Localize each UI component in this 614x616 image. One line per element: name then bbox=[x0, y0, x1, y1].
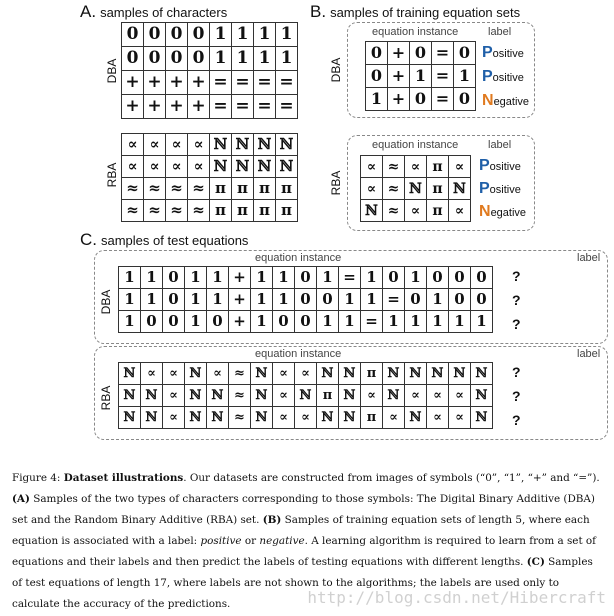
symbol-cell: ℕ bbox=[254, 134, 276, 156]
section-b-dba-header-instance: equation instance bbox=[372, 26, 459, 38]
symbol-cell: 1 bbox=[254, 23, 276, 47]
grid-row bbox=[122, 23, 298, 47]
label-rest: egative bbox=[490, 207, 527, 219]
section-c-dba-label: DBA bbox=[99, 289, 113, 315]
symbol-cell: ℕ bbox=[207, 385, 229, 407]
symbol-cell: ∝ bbox=[166, 134, 188, 156]
symbol-cell: ℕ bbox=[339, 407, 361, 429]
symbol-cell: 1 bbox=[207, 289, 229, 311]
symbol-cell: 0 bbox=[471, 267, 493, 289]
symbol-cell: ≈ bbox=[166, 200, 188, 222]
symbol-cell: 1 bbox=[361, 267, 383, 289]
grid-row bbox=[122, 134, 298, 156]
symbol-cell: = bbox=[432, 42, 454, 65]
symbol-cell: ℕ bbox=[254, 156, 276, 178]
symbol-cell: ℕ bbox=[232, 156, 254, 178]
symbol-cell: ℕ bbox=[232, 134, 254, 156]
symbol-cell: 1 bbox=[427, 311, 449, 333]
symbol-cell: + bbox=[229, 267, 251, 289]
symbol-cell: 0 bbox=[471, 289, 493, 311]
symbol-cell: 0 bbox=[188, 23, 210, 47]
grid-row bbox=[119, 311, 493, 333]
symbol-cell: 1 bbox=[410, 65, 432, 88]
symbol-cell: = bbox=[210, 95, 232, 119]
section-c-rba-header-instance: equation instance bbox=[255, 348, 342, 360]
symbol-cell: + bbox=[188, 95, 210, 119]
symbol-cell: 0 bbox=[405, 289, 427, 311]
symbol-cell: 1 bbox=[449, 311, 471, 333]
symbol-cell: + bbox=[144, 95, 166, 119]
symbol-cell: ≈ bbox=[229, 385, 251, 407]
symbol-cell: ≈ bbox=[188, 200, 210, 222]
symbol-cell: = bbox=[232, 71, 254, 95]
symbol-cell: 0 bbox=[410, 42, 432, 65]
train-label bbox=[479, 203, 526, 221]
symbol-cell: = bbox=[276, 71, 298, 95]
symbol-cell: 1 bbox=[254, 47, 276, 71]
symbol-cell: 0 bbox=[144, 47, 166, 71]
symbol-cell: ∝ bbox=[405, 200, 427, 222]
symbol-cell: 1 bbox=[383, 311, 405, 333]
symbol-cell: ∝ bbox=[383, 407, 405, 429]
symbol-cell: ℕ bbox=[251, 385, 273, 407]
train-label bbox=[479, 157, 521, 175]
symbol-cell: ∝ bbox=[427, 407, 449, 429]
symbol-cell: 0 bbox=[449, 267, 471, 289]
symbol-cell: + bbox=[188, 71, 210, 95]
symbol-cell: 1 bbox=[339, 289, 361, 311]
train-label bbox=[479, 180, 521, 198]
symbol-cell: 1 bbox=[210, 47, 232, 71]
train-label bbox=[482, 44, 524, 62]
grid-row bbox=[122, 156, 298, 178]
symbol-cell: 1 bbox=[273, 289, 295, 311]
symbol-cell: 1 bbox=[405, 267, 427, 289]
unknown-label-mark: ? bbox=[512, 412, 521, 428]
symbol-cell: 1 bbox=[119, 267, 141, 289]
symbol-cell: π bbox=[210, 178, 232, 200]
symbol-cell: 0 bbox=[295, 267, 317, 289]
symbol-cell: ≈ bbox=[188, 178, 210, 200]
label-rest: ositive bbox=[492, 48, 524, 60]
label-initial: P bbox=[482, 68, 493, 85]
symbol-cell: ≈ bbox=[229, 407, 251, 429]
symbol-cell: ℕ bbox=[449, 178, 471, 200]
symbol-cell: ∝ bbox=[122, 134, 144, 156]
section-b-title: B. samples of training equation sets bbox=[310, 2, 521, 21]
symbol-cell: 1 bbox=[251, 289, 273, 311]
symbol-cell: + bbox=[144, 71, 166, 95]
unknown-label-mark: ? bbox=[512, 388, 521, 404]
symbol-cell: = bbox=[432, 88, 454, 111]
label-initial: N bbox=[482, 92, 494, 109]
symbol-cell: π bbox=[254, 200, 276, 222]
unknown-label-mark: ? bbox=[512, 364, 521, 380]
symbol-cell: ∝ bbox=[273, 407, 295, 429]
symbol-cell: 0 bbox=[163, 311, 185, 333]
symbol-cell: = bbox=[254, 71, 276, 95]
symbol-cell: ℕ bbox=[141, 385, 163, 407]
symbol-cell: ≈ bbox=[383, 156, 405, 178]
symbol-cell: 0 bbox=[166, 23, 188, 47]
symbol-cell: ℕ bbox=[185, 363, 207, 385]
symbol-cell: π bbox=[361, 363, 383, 385]
symbol-cell: 0 bbox=[144, 23, 166, 47]
symbol-cell: 1 bbox=[273, 267, 295, 289]
symbol-cell: 0 bbox=[207, 311, 229, 333]
symbol-cell: 1 bbox=[185, 311, 207, 333]
section-a-dba-grid bbox=[121, 22, 298, 119]
symbol-cell: 1 bbox=[210, 23, 232, 47]
label-initial: P bbox=[482, 44, 493, 61]
section-b-dba-header-label: label bbox=[488, 26, 512, 38]
symbol-cell: π bbox=[232, 178, 254, 200]
symbol-cell: 1 bbox=[232, 47, 254, 71]
symbol-cell: ∝ bbox=[427, 385, 449, 407]
section-c-dba-header-instance: equation instance bbox=[255, 252, 342, 264]
symbol-cell: π bbox=[427, 156, 449, 178]
symbol-cell: ≈ bbox=[122, 178, 144, 200]
symbol-cell: ℕ bbox=[210, 156, 232, 178]
symbol-cell: 1 bbox=[427, 289, 449, 311]
symbol-cell: 1 bbox=[141, 267, 163, 289]
symbol-cell: ℕ bbox=[449, 363, 471, 385]
symbol-cell: = bbox=[232, 95, 254, 119]
symbol-cell: 0 bbox=[383, 267, 405, 289]
symbol-cell: ℕ bbox=[317, 407, 339, 429]
symbol-cell: 1 bbox=[185, 289, 207, 311]
symbol-cell: ∝ bbox=[449, 407, 471, 429]
section-b-rba-header-instance: equation instance bbox=[372, 139, 459, 151]
symbol-cell: ∝ bbox=[405, 385, 427, 407]
label-rest: ositive bbox=[492, 72, 524, 84]
symbol-cell: 1 bbox=[119, 289, 141, 311]
symbol-cell: 0 bbox=[295, 289, 317, 311]
symbol-cell: = bbox=[383, 289, 405, 311]
symbol-cell: ℕ bbox=[251, 407, 273, 429]
symbol-cell: 0 bbox=[295, 311, 317, 333]
symbol-cell: ∝ bbox=[273, 385, 295, 407]
section-b-rba-label: RBA bbox=[329, 170, 343, 196]
figure-caption: Figure 4: Dataset illustrations. Our datasets are constructed from images of symbols (“0”, “1”, “+” and “=”). (A) Samples of the two types of characters corresponding to those symbols: The Digital Binary Additive (DBA) set and the Random Binary Additive (RBA) set. (B) Samples of training equation sets of length 5, where each equation is associated with a label: positive or negative. A learning algorithm is required to learn from a set of equations and their labels and then predict the labels of testing equations with different lengths. (C) Samples of test equations of length 17, where labels are not shown to the algorithms; the labels are used only to calculate the accuracy of the predictions. bbox=[12, 472, 600, 610]
symbol-cell: ℕ bbox=[141, 407, 163, 429]
symbol-cell: ℕ bbox=[361, 200, 383, 222]
section-a-dba-label: DBA bbox=[105, 58, 119, 84]
symbol-cell: 1 bbox=[361, 289, 383, 311]
symbol-cell: ℕ bbox=[119, 385, 141, 407]
symbol-cell: ∝ bbox=[188, 134, 210, 156]
train-label bbox=[482, 92, 529, 110]
symbol-cell: ℕ bbox=[207, 407, 229, 429]
symbol-cell: 1 bbox=[251, 311, 273, 333]
symbol-cell: 0 bbox=[427, 267, 449, 289]
symbol-cell: ∝ bbox=[188, 156, 210, 178]
symbol-cell: 0 bbox=[366, 42, 388, 65]
symbol-cell: + bbox=[388, 42, 410, 65]
symbol-cell: + bbox=[388, 88, 410, 111]
symbol-cell: ∝ bbox=[449, 385, 471, 407]
symbol-cell: ℕ bbox=[405, 363, 427, 385]
section-a-title: A. samples of characters bbox=[80, 2, 228, 21]
symbol-cell: ∝ bbox=[163, 385, 185, 407]
symbol-cell: 0 bbox=[366, 65, 388, 88]
symbol-cell: 0 bbox=[122, 23, 144, 47]
symbol-cell: ℕ bbox=[251, 363, 273, 385]
symbol-cell: 1 bbox=[119, 311, 141, 333]
symbol-cell: ∝ bbox=[361, 178, 383, 200]
symbol-cell: ≈ bbox=[383, 200, 405, 222]
symbol-cell: 0 bbox=[273, 311, 295, 333]
symbol-cell: ∝ bbox=[449, 200, 471, 222]
symbol-cell: ℕ bbox=[471, 363, 493, 385]
symbol-cell: ∝ bbox=[273, 363, 295, 385]
symbol-cell: ℕ bbox=[276, 156, 298, 178]
grid-row bbox=[361, 200, 471, 222]
symbol-cell: ≈ bbox=[166, 178, 188, 200]
section-b-dba-grid bbox=[365, 41, 476, 111]
symbol-cell: ∝ bbox=[163, 407, 185, 429]
symbol-cell: π bbox=[361, 407, 383, 429]
symbol-cell: ≈ bbox=[144, 178, 166, 200]
section-c-rba-grid bbox=[118, 362, 493, 429]
symbol-cell: π bbox=[427, 200, 449, 222]
symbol-cell: ∝ bbox=[295, 407, 317, 429]
symbol-cell: ≈ bbox=[383, 178, 405, 200]
symbol-cell: ℕ bbox=[339, 363, 361, 385]
symbol-cell: = bbox=[432, 65, 454, 88]
symbol-cell: 1 bbox=[276, 47, 298, 71]
grid-row bbox=[122, 71, 298, 95]
unknown-label-mark: ? bbox=[512, 292, 521, 308]
symbol-cell: + bbox=[122, 71, 144, 95]
symbol-cell: ℕ bbox=[119, 363, 141, 385]
symbol-cell: 1 bbox=[471, 311, 493, 333]
symbol-cell: 1 bbox=[251, 267, 273, 289]
symbol-cell: ≈ bbox=[122, 200, 144, 222]
symbol-cell: ∝ bbox=[163, 363, 185, 385]
grid-row bbox=[119, 363, 493, 385]
symbol-cell: 1 bbox=[207, 267, 229, 289]
grid-row bbox=[122, 95, 298, 119]
label-initial: P bbox=[479, 180, 490, 197]
section-b-rba-header-label: label bbox=[488, 139, 512, 151]
symbol-cell: 0 bbox=[454, 88, 476, 111]
symbol-cell: ∝ bbox=[122, 156, 144, 178]
symbol-cell: + bbox=[122, 95, 144, 119]
symbol-cell: 0 bbox=[449, 289, 471, 311]
symbol-cell: 0 bbox=[163, 289, 185, 311]
section-c-title: C. samples of test equations bbox=[80, 230, 249, 249]
symbol-cell: ∝ bbox=[207, 363, 229, 385]
section-a-rba-label: RBA bbox=[105, 162, 119, 188]
symbol-cell: 1 bbox=[339, 311, 361, 333]
symbol-cell: 0 bbox=[141, 311, 163, 333]
grid-row bbox=[119, 385, 493, 407]
section-c-rba-label: RBA bbox=[99, 385, 113, 411]
symbol-cell: ∝ bbox=[361, 385, 383, 407]
symbol-cell: + bbox=[229, 311, 251, 333]
symbol-cell: = bbox=[339, 267, 361, 289]
symbol-cell: 1 bbox=[366, 88, 388, 111]
symbol-cell: 0 bbox=[454, 42, 476, 65]
symbol-cell: ℕ bbox=[295, 385, 317, 407]
label-initial: P bbox=[479, 157, 490, 174]
symbol-cell: ∝ bbox=[141, 363, 163, 385]
symbol-cell: 1 bbox=[276, 23, 298, 47]
grid-row bbox=[122, 200, 298, 222]
label-rest: egative bbox=[493, 96, 530, 108]
symbol-cell: π bbox=[276, 200, 298, 222]
grid-row bbox=[361, 156, 471, 178]
symbol-cell: 1 bbox=[141, 289, 163, 311]
section-c-dba-header-label: label bbox=[577, 252, 601, 264]
symbol-cell: = bbox=[361, 311, 383, 333]
symbol-cell: 1 bbox=[232, 23, 254, 47]
grid-row bbox=[361, 178, 471, 200]
symbol-cell: ℕ bbox=[471, 407, 493, 429]
symbol-cell: 0 bbox=[317, 289, 339, 311]
symbol-cell: ∝ bbox=[144, 156, 166, 178]
unknown-label-mark: ? bbox=[512, 316, 521, 332]
symbol-cell: π bbox=[210, 200, 232, 222]
symbol-cell: 1 bbox=[317, 267, 339, 289]
symbol-cell: = bbox=[210, 71, 232, 95]
symbol-cell: ℕ bbox=[276, 134, 298, 156]
symbol-cell: ℕ bbox=[185, 407, 207, 429]
symbol-cell: ℕ bbox=[383, 385, 405, 407]
symbol-cell: 0 bbox=[163, 267, 185, 289]
grid-row bbox=[366, 42, 476, 65]
label-rest: ositive bbox=[489, 184, 521, 196]
symbol-cell: 0 bbox=[122, 47, 144, 71]
label-initial: N bbox=[479, 203, 491, 220]
symbol-cell: ℕ bbox=[383, 363, 405, 385]
symbol-cell: + bbox=[166, 95, 188, 119]
watermark: http://blog.csdn.net/Hibercraft bbox=[307, 588, 606, 607]
symbol-cell: ℕ bbox=[427, 363, 449, 385]
symbol-cell: π bbox=[317, 385, 339, 407]
symbol-cell: 1 bbox=[317, 311, 339, 333]
symbol-cell: + bbox=[388, 65, 410, 88]
symbol-cell: = bbox=[254, 95, 276, 119]
symbol-cell: = bbox=[276, 95, 298, 119]
grid-row bbox=[366, 65, 476, 88]
train-label bbox=[482, 68, 524, 86]
symbol-cell: ≈ bbox=[144, 200, 166, 222]
symbol-cell: 1 bbox=[185, 267, 207, 289]
symbol-cell: π bbox=[254, 178, 276, 200]
symbol-cell: ℕ bbox=[185, 385, 207, 407]
symbol-cell: ℕ bbox=[210, 134, 232, 156]
symbol-cell: ∝ bbox=[144, 134, 166, 156]
grid-row bbox=[122, 178, 298, 200]
symbol-cell: π bbox=[232, 200, 254, 222]
grid-row bbox=[119, 289, 493, 311]
label-rest: ositive bbox=[489, 161, 521, 173]
section-c-dba-grid bbox=[118, 266, 493, 333]
section-b-rba-grid bbox=[360, 155, 471, 222]
symbol-cell: 0 bbox=[188, 47, 210, 71]
symbol-cell: ℕ bbox=[317, 363, 339, 385]
grid-row bbox=[122, 47, 298, 71]
symbol-cell: ℕ bbox=[405, 178, 427, 200]
symbol-cell: 0 bbox=[410, 88, 432, 111]
symbol-cell: 1 bbox=[454, 65, 476, 88]
symbol-cell: 0 bbox=[166, 47, 188, 71]
symbol-cell: π bbox=[427, 178, 449, 200]
symbol-cell: ∝ bbox=[361, 156, 383, 178]
symbol-cell: ℕ bbox=[471, 385, 493, 407]
grid-row bbox=[366, 88, 476, 111]
symbol-cell: ∝ bbox=[166, 156, 188, 178]
symbol-cell: + bbox=[229, 289, 251, 311]
symbol-cell: π bbox=[276, 178, 298, 200]
symbol-cell: 1 bbox=[405, 311, 427, 333]
symbol-cell: + bbox=[166, 71, 188, 95]
symbol-cell: ℕ bbox=[339, 385, 361, 407]
grid-row bbox=[119, 267, 493, 289]
section-b-dba-label: DBA bbox=[329, 57, 343, 83]
symbol-cell: ≈ bbox=[229, 363, 251, 385]
unknown-label-mark: ? bbox=[512, 268, 521, 284]
symbol-cell: ℕ bbox=[119, 407, 141, 429]
section-a-rba-grid bbox=[121, 133, 298, 222]
symbol-cell: ℕ bbox=[405, 407, 427, 429]
symbol-cell: ∝ bbox=[405, 156, 427, 178]
symbol-cell: ∝ bbox=[295, 363, 317, 385]
symbol-cell: ∝ bbox=[449, 156, 471, 178]
section-c-rba-header-label: label bbox=[577, 348, 601, 360]
grid-row bbox=[119, 407, 493, 429]
